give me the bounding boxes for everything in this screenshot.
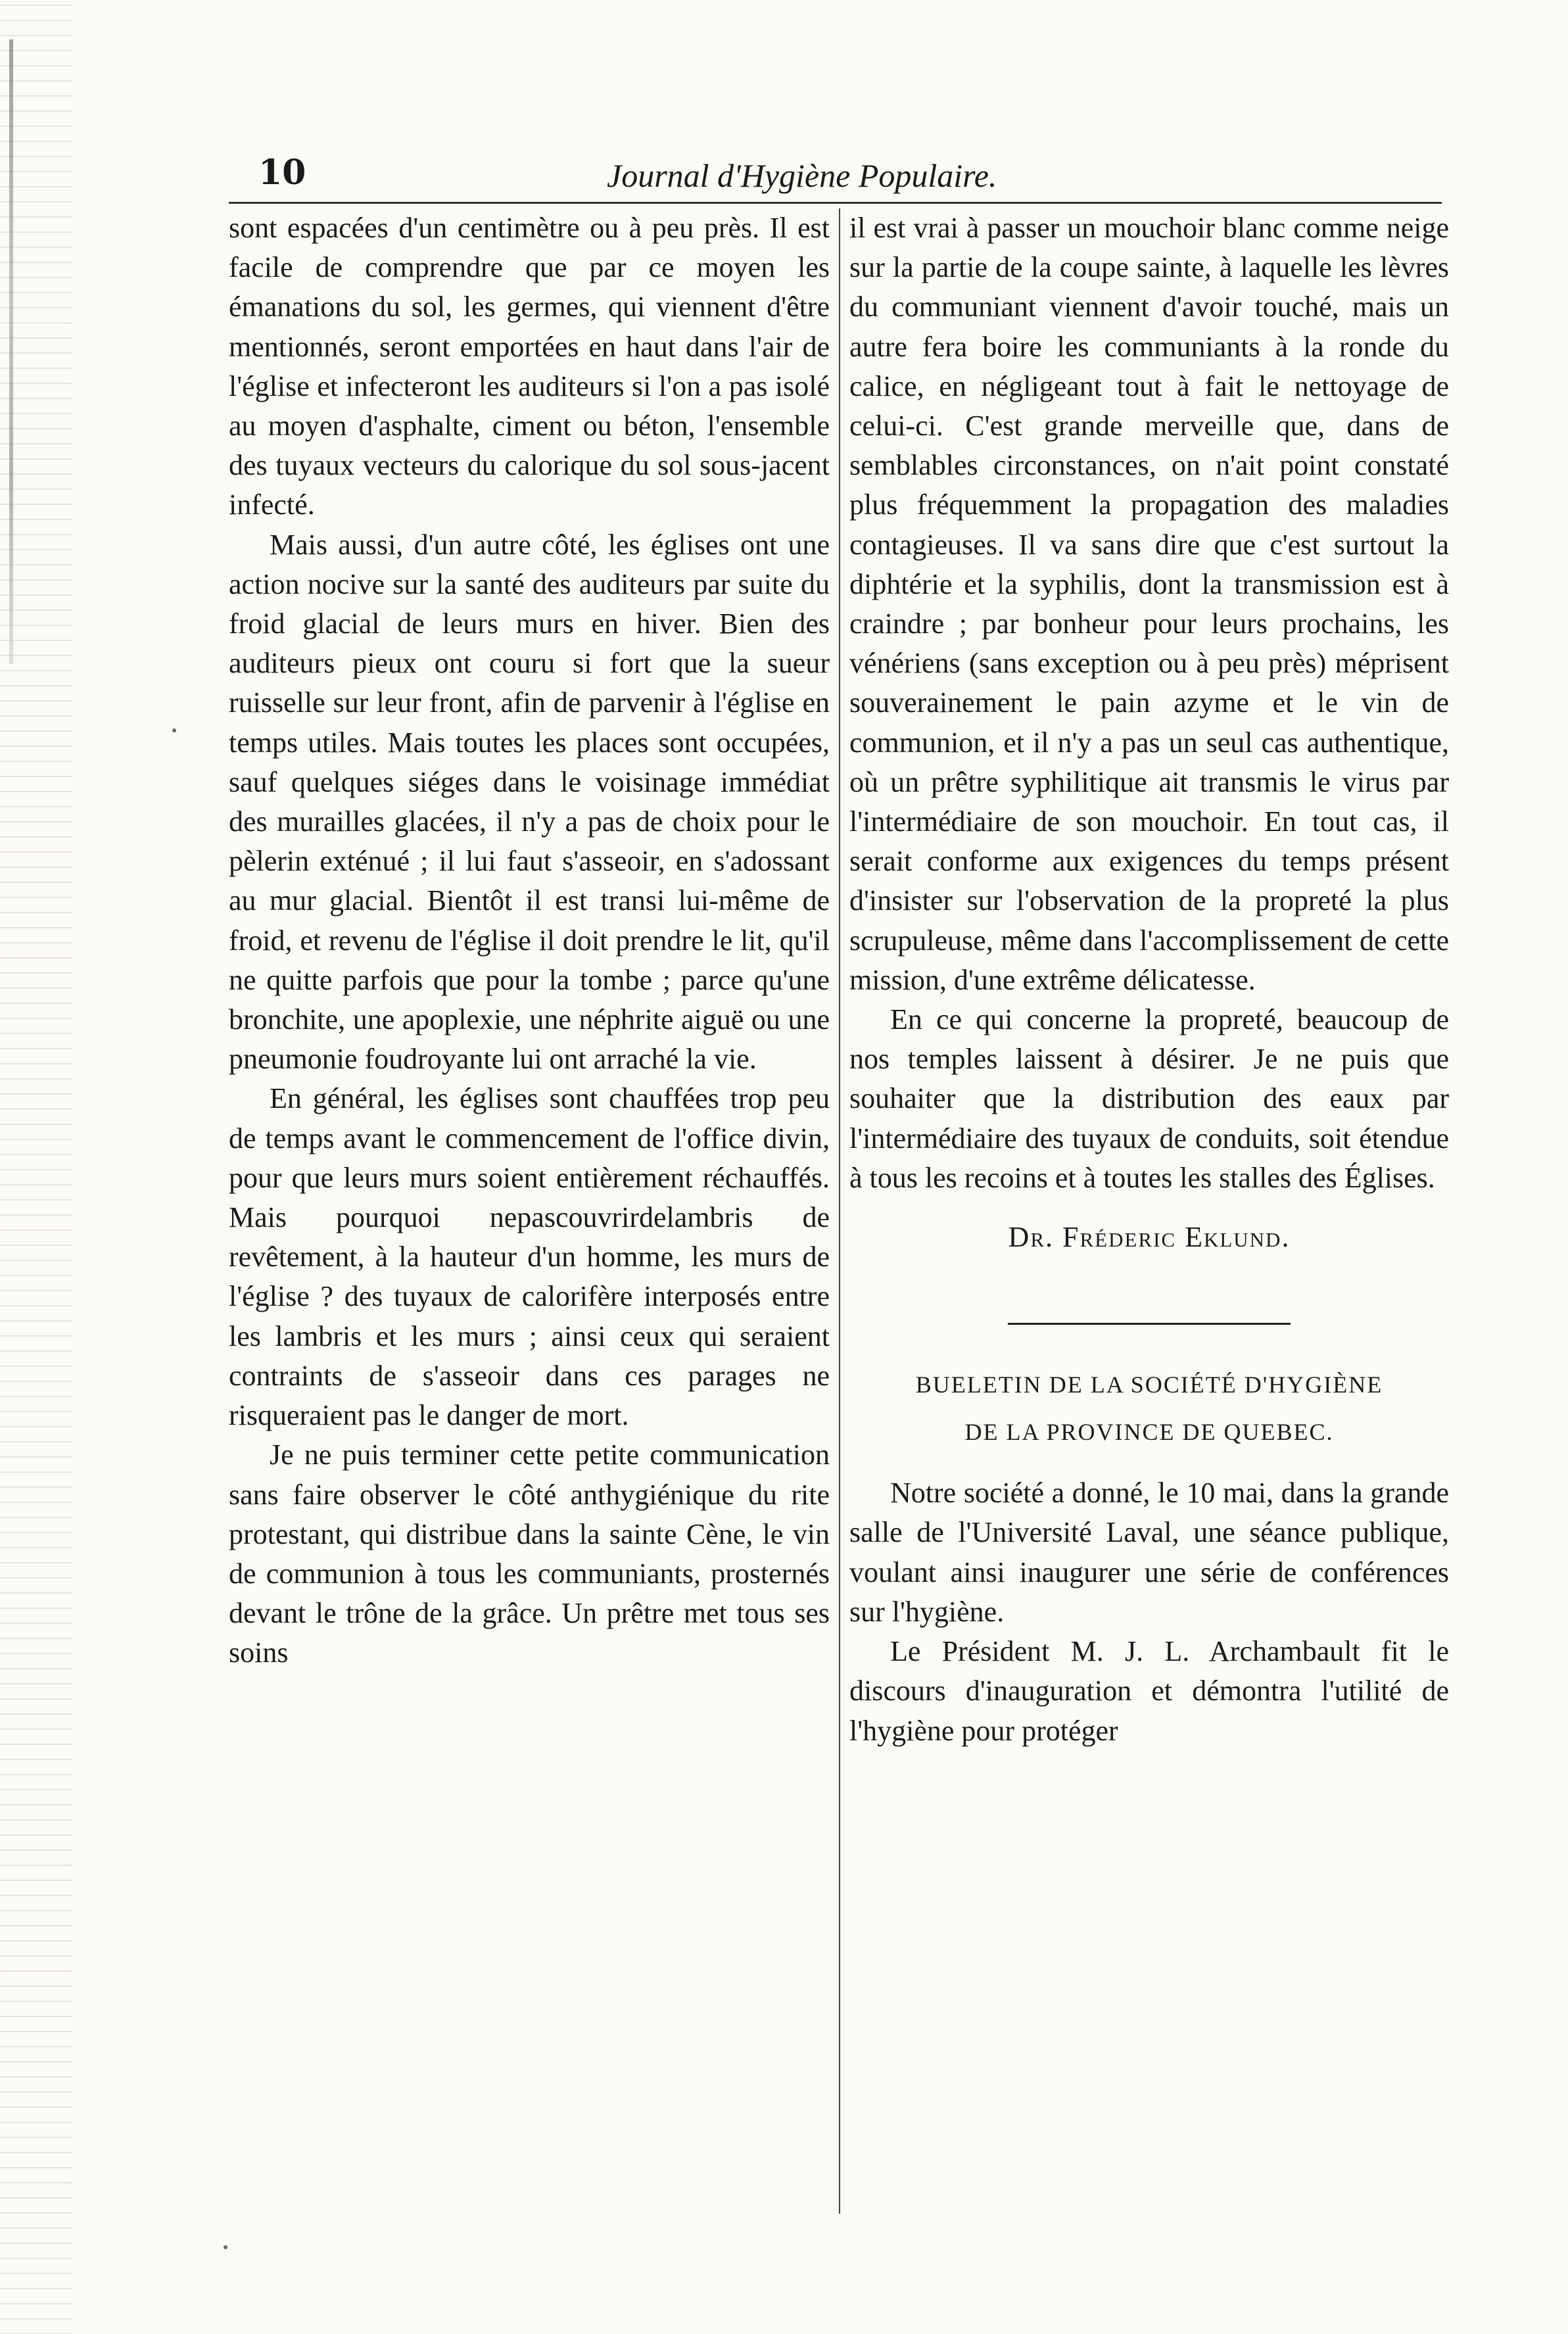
scan-edge-shadow <box>9 39 13 664</box>
running-title: Journal d'Hygiène Populaire. <box>607 157 997 194</box>
section-heading-line-2: DE LA PROVINCE DE QUEBEC. <box>964 1419 1334 1446</box>
right-column <box>839 208 1449 2214</box>
journal-page <box>229 139 1449 2256</box>
right-paragraph-1: il est vrai à passer un mouchoir blanc comme neige sur la partie de la coupe sainte, à laquelle les lèvres du communiant viennent d'avoir touché, mais un autre fera boire les communiants à la ronde du calice, en négligeant tout à fait le nettoyage de celui-ci. C'est grande merveille que, dans de semblables circonstances, on n'ait point constaté plus fréquemment la propagation des maladies contagieuses. Il va sans dire que c'est surtout la diphtérie et la syphilis, dont la transmission est à craindre ; par bonheur pour leurs prochains, les vénériens (sans exception ou à peu près) méprisent souverainement le pain azyme et le vin de communion, et il n'y a pas un seul cas authentique, où un prêtre syphilitique ait transmis le virus par l'intermédiaire de son mouchoir. En tout cas, il serait conforme aux exigences du temps présent d'insister sur l'observation de la propreté la plus scrupuleuse, même dans l'accomplissement de cette mission, d'une extrême délicatesse. <box>849 212 1449 996</box>
left-column <box>229 208 839 2214</box>
left-paragraph-4: Je ne puis terminer cette petite communication sans faire observer le côté anthygiénique du rite protestant, qui distribue dans la sainte Cène, le vin de communion à tous les communiants, prosternés devant le trône de la grâce. Un prêtre met tous ses soins <box>229 1439 830 1669</box>
page-header <box>229 139 1442 204</box>
two-column-body <box>229 208 1449 2214</box>
section-paragraph-2: Le Président M. J. L. Archambault fit le discours d'inauguration et démontra l'utilité de l'hygiène pour protéger <box>849 1635 1449 1747</box>
left-paragraph-3: En général, les églises sont chauffées trop peu de temps avant le commencement de l'office divin, pour que leurs murs soient entièrement réchauffés. Mais pourquoi nepascouvrirdelambris de revêtement, à la hauteur d'un homme, les murs de l'église ? des tuyaux de calorifère interposés entre les lambris et les murs ; ainsi ceux qui seraient contraints de s'asseoir dans ces parages ne risqueraient pas le danger de mort. <box>229 1082 830 1432</box>
page-number: 10 <box>258 153 306 193</box>
scan-speck <box>224 2245 227 2249</box>
section-heading-line-1: BUELETIN DE LA SOCIÉTÉ D'HYGIÈNE <box>915 1371 1383 1398</box>
section-paragraph-1: Notre société a donné, le 10 mai, dans la grande salle de l'Université Laval, une séance publique, voulant ainsi inaugurer une série de conférences sur l'hygiène. <box>849 1477 1449 1628</box>
right-paragraph-2: En ce qui concerne la propreté, beaucoup de nos temples laissent à désirer. Je ne puis que souhaiter que la distribution des eaux par l'intermédiaire des tuyaux de conduits, soit étendue à tous les recoins et à toutes les stalles des Églises. <box>849 1003 1449 1194</box>
scan-speck <box>172 728 176 732</box>
author-signature: Dr. Fréderic Eklund. <box>1008 1221 1291 1254</box>
section-divider <box>1008 1323 1291 1325</box>
left-paragraph-2: Mais aussi, d'un autre côté, les églises ont une action nocive sur la santé des auditeurs par suite du froid glacial de leurs murs en hiver. Bien des auditeurs pieux ont couru si fort que la sueur ruisselle sur leur front, afin de parvenir à l'église en temps utiles. Mais toutes les places sont occupées, sauf quelques siéges dans le voisinage immédiat des murailles glacées, il n'y a pas de choix pour le pèlerin exténué ; il lui faut s'asseoir, en s'adossant au mur glacial. Bientôt il est transi lui-même de froid, et revenu de l'église il doit prendre le lit, qu'il ne quitte parfois que pour la tombe ; parce qu'une bronchite, une apoplexie, une néphrite aiguë ou une pneumonie foudroyante lui ont arraché la vie. <box>229 528 830 1076</box>
left-paragraph-1: sont espacées d'un centimètre ou à peu près. Il est facile de comprendre que par ce moyen les émanations du sol, les germes, qui viennent d'être mentionnés, seront emportées en haut dans l'air de l'église et infecteront les auditeurs si l'on a pas isolé au moyen d'asphalte, ciment ou béton, l'ensemble des tuyaux vecteurs du calorique du sol sous-jacent infecté. <box>229 212 830 521</box>
